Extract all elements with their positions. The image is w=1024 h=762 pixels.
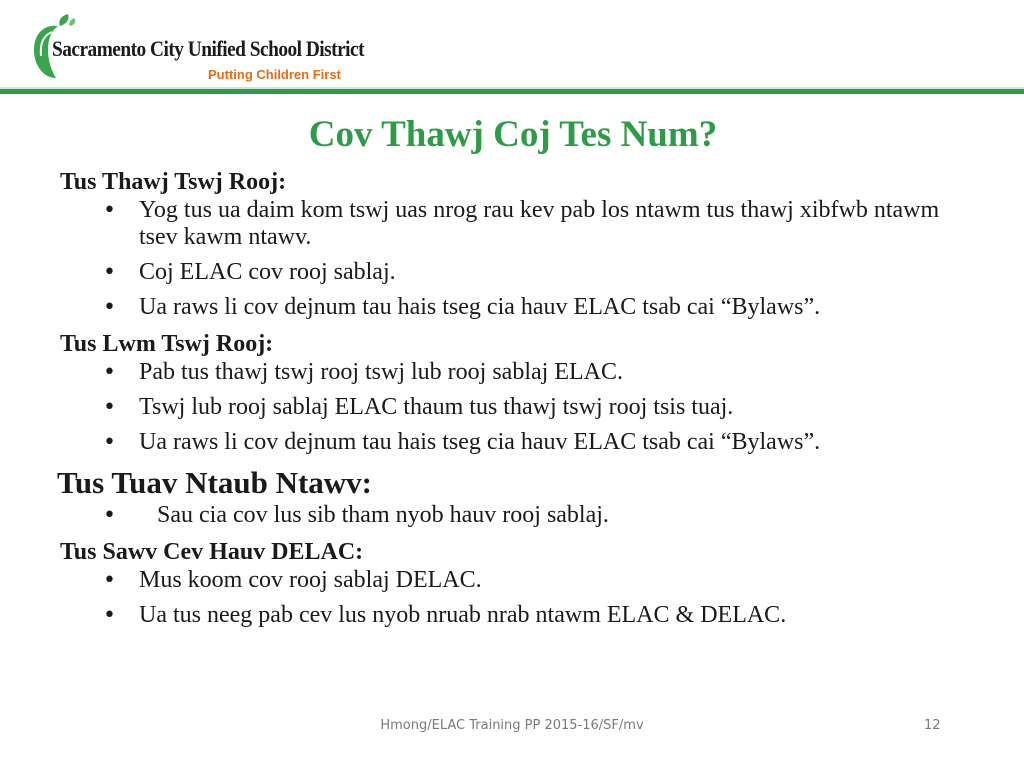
bullet-list — [60, 567, 980, 629]
list-item: • Tswj lub rooj sablaj ELAC thaum tus thawj tswj rooj tsis tuaj. — [60, 394, 980, 421]
list-item: • Ua tus neeg pab cev lus nyob nruab nrab ntawm ELAC & DELAC. — [60, 602, 980, 629]
section-heading: Tus Sawv Cev Hauv DELAC: — [60, 539, 364, 565]
list-item: • Ua raws li cov dejnum tau hais tseg cia hauv ELAC tsab cai “Bylaws”. — [60, 429, 980, 456]
section-delac-rep — [60, 537, 980, 629]
section-chairperson — [60, 167, 980, 321]
bullet-list — [60, 197, 980, 321]
list-item: • Coj ELAC cov rooj sablaj. — [60, 259, 980, 286]
slide-body — [57, 167, 980, 637]
section-vice-chair — [60, 329, 980, 456]
district-logo — [30, 12, 370, 88]
list-item: • Yog tus ua daim kom tswj uas nrog rau kev pab los ntawm tus thawj xibfwb ntawm tsev kawm ntawv. — [60, 197, 980, 251]
list-item: • Mus koom cov rooj sablaj DELAC. — [60, 567, 980, 594]
section-secretary — [57, 464, 980, 529]
footer-text: Hmong/ELAC Training PP 2015-16/SF/mv — [380, 718, 644, 733]
logo-district-name: Sacramento City Unified School District — [52, 36, 365, 61]
bullet-list — [60, 502, 980, 529]
list-item: • Sau cia cov lus sib tham nyob hauv rooj sablaj. — [60, 502, 980, 529]
slide-title: Cov Thawj Coj Tes Num? — [308, 114, 718, 155]
header-divider — [0, 89, 1024, 94]
page-number: 12 — [924, 718, 941, 733]
bullet-list — [60, 359, 980, 456]
section-heading: Tus Thawj Tswj Rooj: — [60, 169, 287, 195]
section-heading: Tus Tuav Ntaub Ntawv: — [57, 465, 373, 500]
section-heading: Tus Lwm Tswj Rooj: — [60, 331, 274, 357]
list-item: • Pab tus thawj tswj rooj tswj lub rooj sablaj ELAC. — [60, 359, 980, 386]
logo-tagline: Putting Children First — [208, 67, 341, 82]
list-item: • Ua raws li cov dejnum tau hais tseg cia hauv ELAC tsab cai “Bylaws”. — [60, 294, 980, 321]
